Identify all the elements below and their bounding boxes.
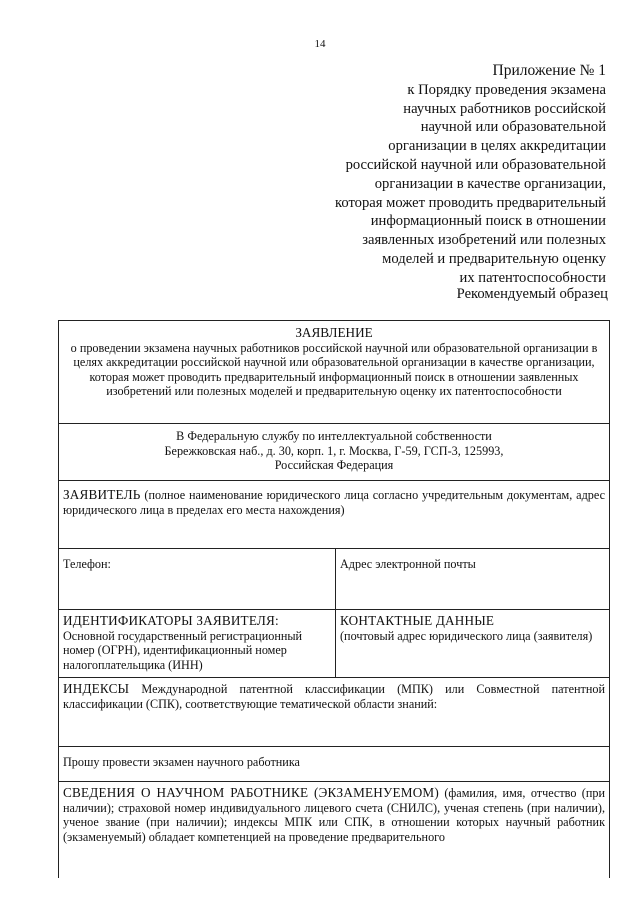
appendix-line: заявленных изобретений или полезных [362,232,606,249]
appendix-line: организации в качестве организации, [374,175,606,192]
appendix-line: моделей и предварительную оценку [382,250,606,267]
researcher-row [59,782,610,879]
contacts-heading: КОНТАКТНЫЕ ДАННЫЕ [340,613,495,628]
contacts-field[interactable] [336,610,610,678]
statement-title: ЗАЯВЛЕНИЕ [295,325,373,340]
appendix-line: их патентоспособности [459,269,606,286]
statement-cell [59,321,610,424]
statement-row [59,321,610,424]
email-label: Адрес электронной почты [340,557,476,571]
request-row [59,747,610,782]
identifiers-description: Основной государственный регистрационный номер (ОГРН), идентификационный номер налогоплательщика (ИНН) [63,628,303,672]
page-number: 14 [314,38,326,50]
researcher-field[interactable] [59,782,610,879]
applicant-description: (полное наименование юридического лица согласно учредительным документам, адрес юридического лица в пределах его места нахождения) [63,488,605,517]
phone-field[interactable] [59,549,336,610]
phone-label: Телефон: [63,557,111,571]
appendix-header [286,62,606,288]
contacts-description: (почтовый адрес юридического лица (заявителя) [340,628,593,643]
addressee-cell [59,424,610,481]
applicant-row [59,481,610,549]
appendix-line: информационный поиск в отношении [370,213,606,230]
sample-label: Рекомендуемый образец [456,286,608,302]
appendix-line: которая может проводить предварительный [335,194,606,211]
statement-body: о проведении экзамена научных работников российской научной или образовательной организации в целях аккредитации российской научной или образовательной организации в качестве организации, которая может проводить предварительный информационный поиск в отношении заявленных изобретений или полезных моделей и предварительную оценку их патентоспособности [70,340,598,399]
contact-row [59,549,610,610]
applicant-field[interactable] [59,481,610,549]
indexes-heading: ИНДЕКСЫ [63,681,130,696]
identifiers-row [59,610,610,678]
researcher-description: (фамилия, имя, отчество (при наличии); страховой номер индивидуального лицевого счета (СНИЛС), ученая степень (при наличии), ученое звание (при наличии); индексы МПК или СПК, в отношении которых научный работник (экзаменуемый) обладает компетенцией на проведение предварительного [63,786,605,844]
addressee-line-1: В Федеральную службу по интеллектуальной собственности [176,429,492,443]
indexes-row [59,678,610,747]
appendix-line: к Порядку проведения экзамена [407,81,606,98]
email-field[interactable] [336,549,610,610]
appendix-line: организации в целях аккредитации [388,138,606,155]
addressee-line-3: Российская Федерация [274,458,394,473]
indexes-description: Международной патентной классификации (МПК) или Совместной патентной классификации (СПК), соответствующие тематической области знаний: [63,682,605,711]
appendix-line: научной или образовательной [420,119,606,136]
application-form [58,320,610,878]
appendix-line: научных работников российской [403,100,606,117]
identifiers-heading: ИДЕНТИФИКАТОРЫ ЗАЯВИТЕЛЯ: [63,613,279,628]
appendix-line: российской научной или образовательной [345,156,606,173]
identifiers-field[interactable] [59,610,336,678]
appendix-title: Приложение № 1 [492,62,606,79]
addressee-row [59,424,610,481]
addressee-line-2: Бережковская наб., д. 30, корп. 1, г. Москва, Г-59, ГСП-3, 125993, [164,443,504,458]
request-text: Прошу провести экзамен научного работника [63,755,300,769]
researcher-heading: СВЕДЕНИЯ О НАУЧНОМ РАБОТНИКЕ (ЭКЗАМЕНУЕМОМ) [63,785,439,800]
request-field[interactable] [59,747,610,782]
indexes-field[interactable] [59,678,610,747]
applicant-heading: ЗАЯВИТЕЛЬ [63,487,141,502]
